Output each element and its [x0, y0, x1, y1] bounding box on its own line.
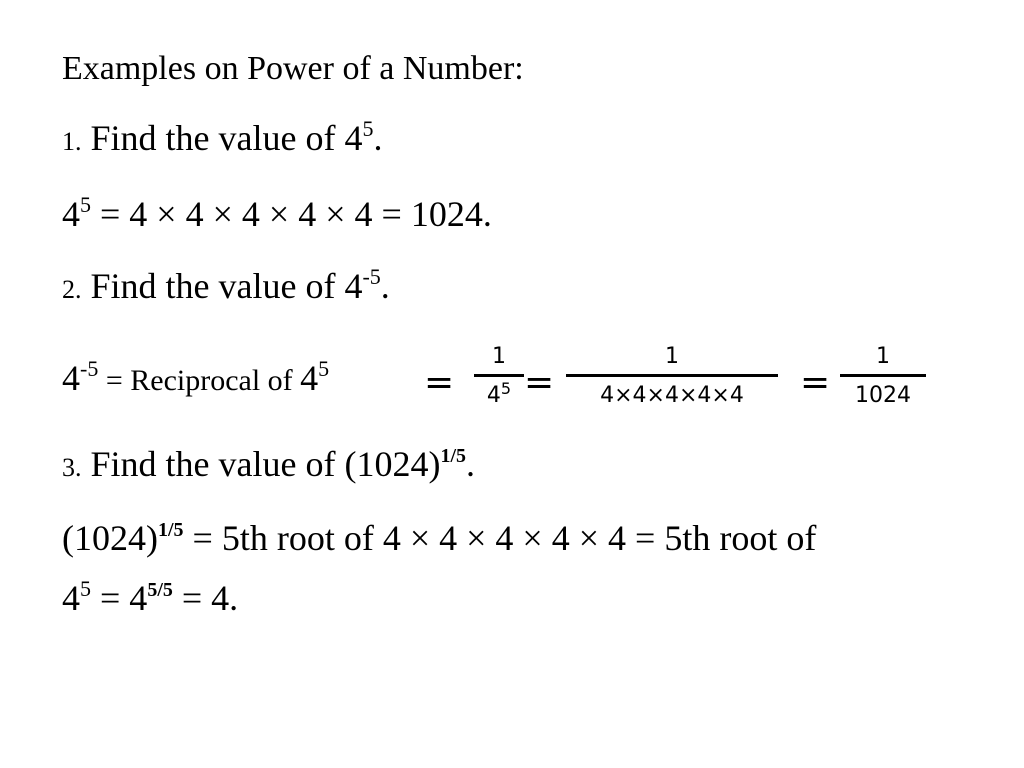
equals-sign-3: =	[800, 362, 831, 403]
example-1-number: 1.	[62, 127, 82, 156]
example-3-answer-exponent: 1/5	[157, 519, 184, 541]
example-2-period: .	[380, 266, 390, 306]
equals-sign-2: =	[524, 362, 555, 403]
example-2-text: Find the value of 4	[81, 266, 363, 306]
fraction-1-denominator-exponent: 5	[500, 379, 512, 398]
example-2-answer-exponent2: 5	[318, 356, 330, 381]
example-1-period: .	[373, 118, 383, 158]
fraction-2-denominator: 4×4×4×4×4	[600, 383, 744, 408]
example-2-answer-base2: 4	[300, 358, 319, 398]
fraction-3-denominator: 1024	[855, 383, 911, 408]
example-3-number: 3.	[62, 453, 82, 482]
example-3-answer-line2-end: = 4.	[172, 578, 239, 618]
fraction-3-numerator: 1	[876, 344, 890, 369]
example-2-question	[62, 264, 390, 306]
example-3-answer-line-1	[62, 520, 816, 556]
example-1-answer-expansion: = 4 × 4 × 4 × 4 × 4 = 1024.	[91, 194, 492, 234]
example-3-answer-line2-exponent2: 5/5	[147, 579, 173, 601]
example-3-text: Find the value of (1024)	[81, 444, 441, 484]
example-3-answer-expansion: = 5th root of 4 × 4 × 4 × 4 × 4 = 5th root of	[183, 518, 817, 558]
example-1-question	[62, 116, 383, 158]
example-3-answer-line2-mid: = 4	[91, 578, 148, 618]
example-3-period: .	[466, 444, 475, 484]
example-2-answer-base: 4	[62, 358, 80, 398]
fraction-1-denominator: $4^5$	[486, 379, 512, 408]
fraction-3	[840, 344, 926, 408]
example-1-text: Find the value of 4	[81, 118, 363, 158]
example-2-answer-reciprocal-text: = Reciprocal of	[98, 364, 301, 397]
example-2-number: 2.	[62, 275, 82, 304]
example-3-answer-line2-exponent: 5	[80, 576, 91, 601]
example-3-answer-line2-base: 4	[62, 578, 80, 618]
example-1-answer	[62, 192, 492, 234]
fraction-2	[566, 344, 778, 408]
fraction-2-numerator: 1	[665, 344, 679, 369]
example-1-answer-base: 4	[62, 194, 80, 234]
example-2-answer-exponent: -5	[80, 356, 99, 381]
equals-sign-1: =	[424, 362, 455, 403]
example-3-exponent: 1/5	[440, 445, 466, 467]
fraction-1	[474, 344, 524, 408]
page-heading: Examples on Power of a Number:	[62, 50, 524, 87]
example-3-answer-line-2	[62, 576, 239, 618]
example-2-exponent: -5	[362, 264, 381, 289]
example-2-answer	[62, 356, 330, 430]
example-3-answer-base: (1024)	[62, 518, 158, 558]
example-1-answer-exponent: 5	[80, 192, 91, 217]
example-3-question	[62, 446, 475, 482]
fraction-1-numerator: 1	[492, 344, 506, 369]
example-1-exponent: 5	[362, 116, 374, 141]
